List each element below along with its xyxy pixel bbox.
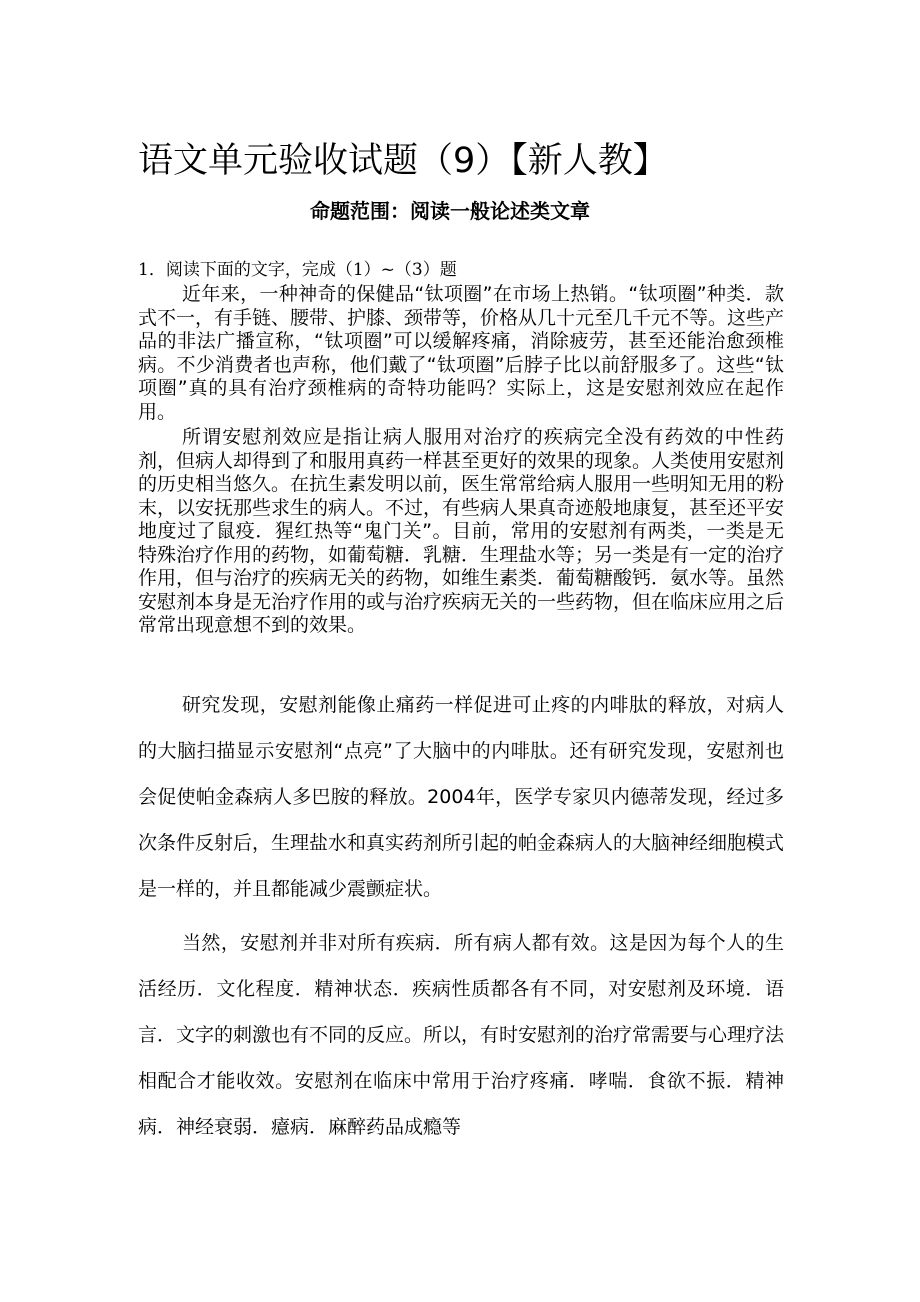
paragraph-2: 所谓安慰剂效应是指让病人服用对治疗的疾病完全没有药效的中性药剂，但病人却得到了和服用真药一样甚至更好的效果的现象。人类使用安慰剂的历史相当悠久。在抗生素发明以前，医生常常给病人服用一些明知无用的粉末，以安抚那些求生的病人。不过，有些病人果真奇迹般地康复，甚至还平安地度过了鼠疫．猩红热等“鬼门关”。目前，常用的安慰剂有两类，一类是无特殊治疗作用的药物，如葡萄糖．乳糖．生理盐水等；另一类是有一定的治疗作用，但与治疗的疾病无关的药物，如维生素类．葡萄糖酸钙．氨水等。虽然安慰剂本身是无治疗作用的或与治疗疾病无关的一些药物，但在临床应用之后常常出现意想不到的效果。 — [138, 426, 785, 636]
paragraph-3: 研究发现，安慰剂能像止痛药一样促进可止疼的内啡肽的释放，对病人的大脑扫描显示安慰剂“点亮”了大脑中的内啡肽。还有研究发现，安慰剂也会促使帕金森病人多巴胺的释放。2004年，医学专家贝内德蒂发现，经过多次条件反射后，生理盐水和真实药剂所引起的帕金森病人的大脑神经细胞模式是一样的，并且都能减少震颤症状。 — [138, 694, 785, 900]
paragraph-4: 当然，安慰剂并非对所有疾病．所有病人都有效。这是因为每个人的生活经历．文化程度．精神状态．疾病性质都各有不同，对安慰剂及环境．语言．文字的刺激也有不同的反应。所以，有时安慰剂的治疗常需要与心理疗法相配合才能收效。安慰剂在临床中常用于治疗疼痛．哮喘．食欲不振．精神病．神经衰弱．癔病．麻醉药品成瘾等 — [138, 932, 785, 1138]
paragraph-1: 近年来，一种神奇的保健品“钛项圈”在市场上热销。“钛项圈”种类．款式不一，有手链、腰带、护膝、颈带等，价格从几十元至几千元不等。这些产品的非法广播宣称，“钛项圈”可以缓解疼痛，消除疲劳，甚至还能治愈颈椎病。不少消费者也声称，他们戴了“钛项圈”后脖子比以前舒服多了。这些“钛项圈”真的具有治疗颈椎病的奇特功能吗？实际上，这是安慰剂效应在起作用。 — [138, 283, 785, 423]
document-subtitle: 命题范围：阅读一般论述类文章 — [310, 199, 590, 223]
question-prompt: 1．阅读下面的文字，完成（1）~（3）题 — [138, 260, 457, 280]
document-title: 语文单元验收试题（9）【新人教】 — [138, 141, 668, 181]
